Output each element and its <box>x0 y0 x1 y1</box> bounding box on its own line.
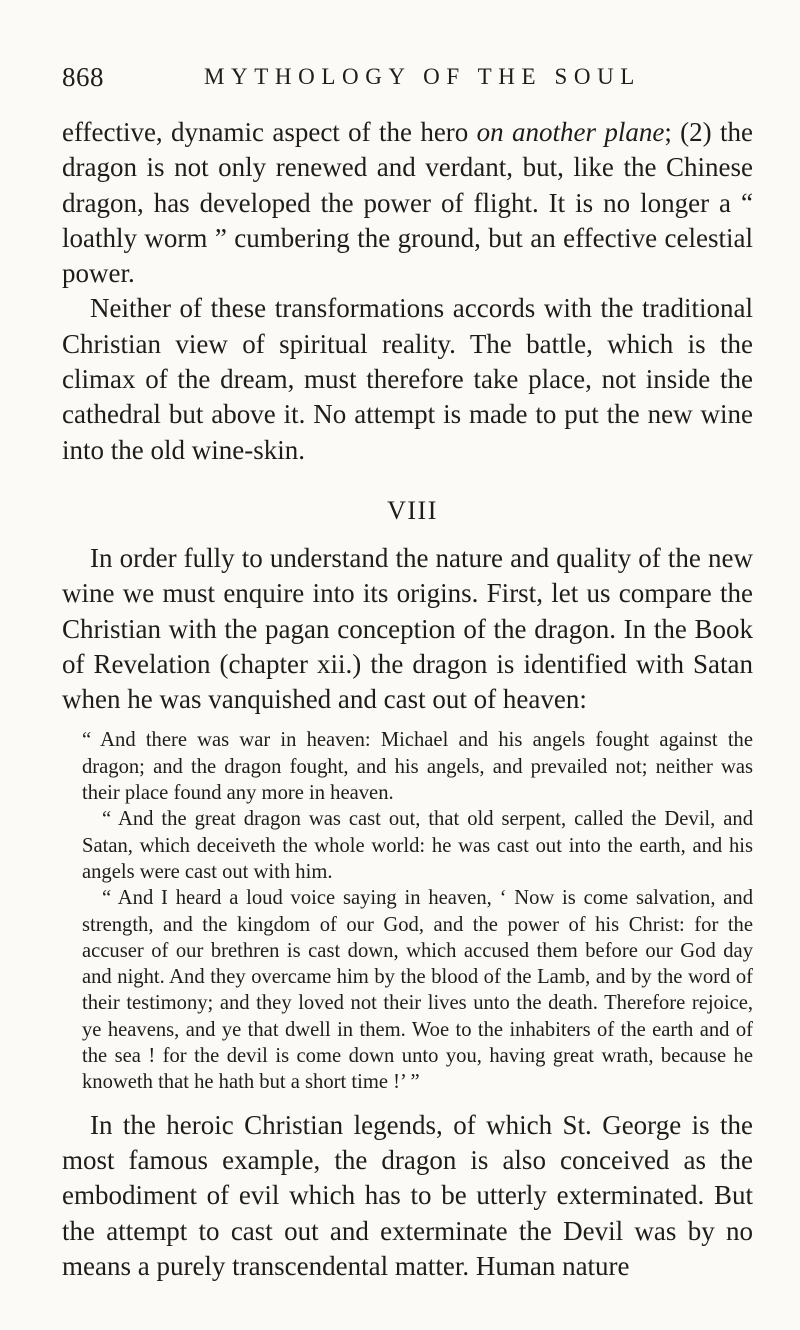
paragraph-continued <box>62 115 753 291</box>
page-header <box>62 62 752 102</box>
page-number: 868 <box>62 62 104 92</box>
quote-verse: “ And there was war in heaven: Michael and his angels fought against the dragon; and the dragon fought, and his angels, and prevailed not; neither was their place found any more in heaven. <box>82 729 753 805</box>
running-head: MYTHOLOGY OF THE SOUL <box>204 64 641 89</box>
section-heading: VIII <box>387 495 438 525</box>
quote-verse: “ And the great dragon was cast out, that old serpent, called the Devil, and Satan, which deceiveth the whole world: he was cast out into the earth, and his angels were cast out with him. <box>82 808 753 883</box>
paragraph: Neither of these transformations accords with the traditional Christian view of spiritual reality. The battle, which is the climax of the dream, must therefore take place, not inside the cathedral but above it. No attempt is made to put the new wine into the old wine-skin. <box>62 293 753 465</box>
paragraph: In the heroic Christian legends, of which St. George is the most famous example, the dragon is also conceived as the embodiment of evil which has to be utterly exterminated. But the attempt to cast out and exterminate the Devil was by no means a purely transcendental matter. Human nature <box>62 1109 753 1281</box>
page-body <box>62 115 753 1284</box>
paragraph-text: ; (2) the dragon is not only renewed and verdant, but, like the Chinese dragon, has developed the power of flight. It is no longer a “ loathly worm ” cumbering the ground, but an effective celestial power. <box>62 117 753 289</box>
quote-verse: “ And I heard a loud voice saying in heaven, ‘ Now is come salvation, and strength, and the kingdom of our God, and the power of his Christ: for the accuser of our brethren is cast down, which accused them before our God day and night. And they overcame him by the blood of the Lamb, and by the word of their testimony; and they loved not their lives unto the death. Therefore rejoice, ye heavens, and ye that dwell in them. Woe to the inhabiters of the earth and of the sea ! for the devil is come down unto you, having great wrath, because he knoweth that he hath but a short time !’ ” <box>82 887 753 1094</box>
paragraph: In order fully to understand the nature and quality of the new wine we must enquire into its origins. First, let us compare the Christian with the pagan conception of the dragon. In the Book of Revelation (chapter xii.) the dragon is identified with Satan when he was vanquished and cast out of heaven: <box>62 542 753 715</box>
italic-phrase: on another plane <box>476 117 665 147</box>
paragraph-text: effective, dynamic aspect of the hero <box>62 117 477 147</box>
block-quote <box>82 727 753 1095</box>
